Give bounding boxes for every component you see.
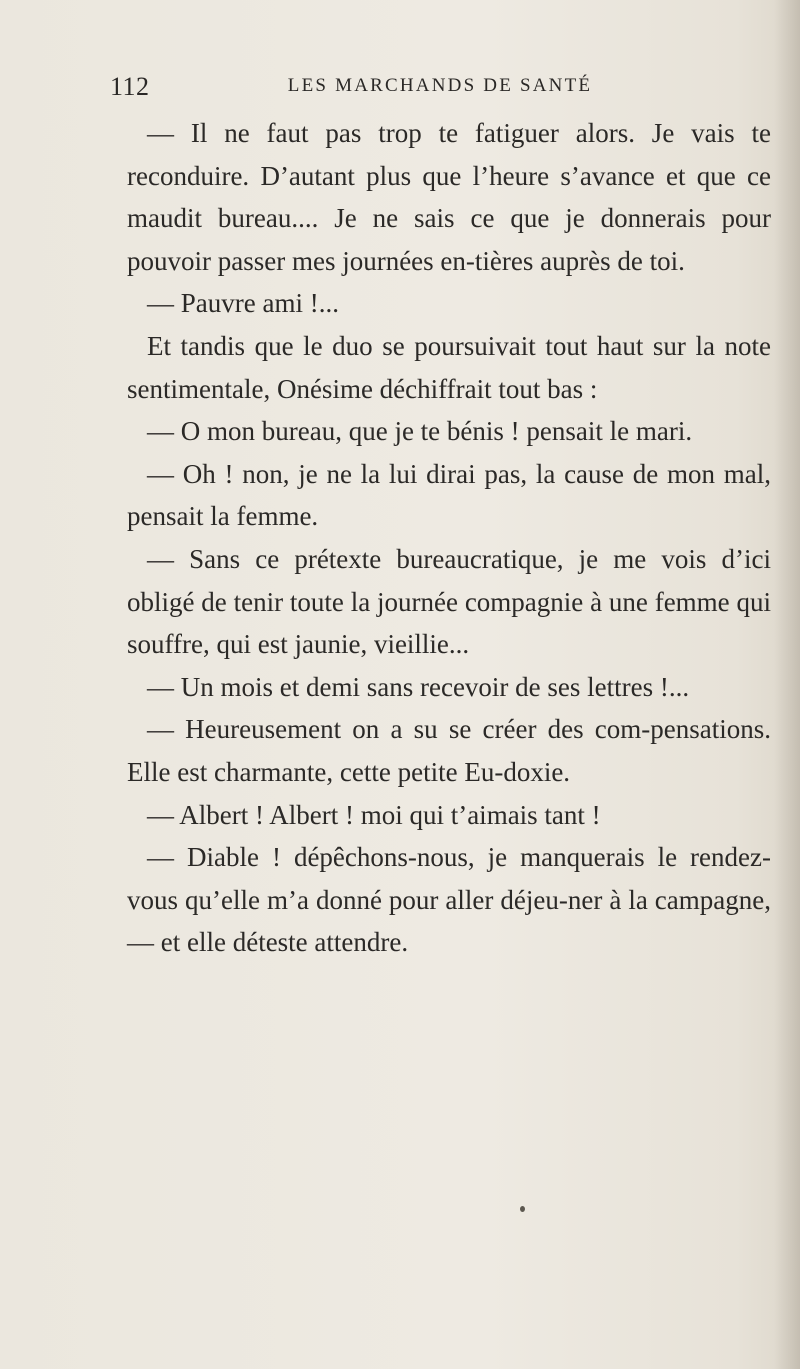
ink-dot: [520, 1206, 525, 1212]
page-header: [110, 72, 770, 108]
page-number: 112: [110, 72, 150, 101]
paragraph: — Albert ! Albert ! moi qui t’aimais tant !: [147, 799, 601, 830]
paragraph: — Heureusement on a su se créer des com-pensations. Elle est charmante, cette petite Eu-doxie.: [127, 714, 771, 787]
paragraph: — O mon bureau, que je te bénis ! pensait le mari.: [147, 416, 693, 447]
paragraph: — Diable ! dépêchons-nous, je manquerais le rendez-vous qu’elle m’a donné pour aller déjeu-ner à la campagne, — et elle déteste attendre.: [127, 842, 771, 958]
paragraph: — Il ne faut pas trop te fatiguer alors. Je vais te reconduire. D’autant plus que l’heure s’avance et que ce maudit bureau.... Je ne sais ce que je donnerais pour pouvoir passer mes journées en-tières auprès de toi.: [127, 118, 771, 276]
paragraph: — Un mois et demi sans recevoir de ses lettres !...: [147, 671, 690, 702]
page-edge-shadow: [774, 0, 800, 1369]
body-text: [127, 112, 771, 964]
paragraph: — Sans ce prétexte bureaucratique, je me vois d’ici obligé de tenir toute la journée compagnie à une femme qui souffre, qui est jaunie, vieillie...: [127, 543, 771, 660]
paragraph: Et tandis que le duo se poursuivait tout haut sur la note sentimentale, Onésime déchiffrait tout bas :: [127, 330, 771, 404]
paragraph: — Pauvre ami !...: [147, 288, 339, 319]
paragraph: — Oh ! non, je ne la lui dirai pas, la cause de mon mal, pensait la femme.: [127, 458, 771, 532]
running-title: LES MARCHANDS DE SANTÉ: [287, 75, 593, 96]
